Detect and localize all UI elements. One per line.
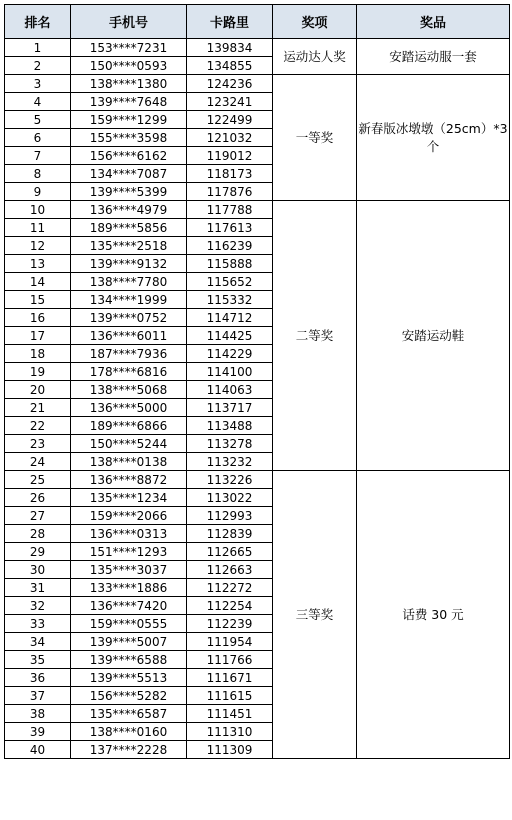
calories-cell: 112993 xyxy=(187,507,273,525)
rank-cell: 27 xyxy=(5,507,71,525)
calories-cell: 112239 xyxy=(187,615,273,633)
rank-cell: 38 xyxy=(5,705,71,723)
calories-cell: 116239 xyxy=(187,237,273,255)
calories-cell: 119012 xyxy=(187,147,273,165)
rank-cell: 12 xyxy=(5,237,71,255)
calories-cell: 117613 xyxy=(187,219,273,237)
calories-cell: 121032 xyxy=(187,129,273,147)
rank-cell: 9 xyxy=(5,183,71,201)
header-calories: 卡路里 xyxy=(187,5,273,39)
rank-cell: 10 xyxy=(5,201,71,219)
calories-cell: 113488 xyxy=(187,417,273,435)
phone-cell: 187****7936 xyxy=(71,345,187,363)
table-body xyxy=(5,39,510,759)
rank-cell: 35 xyxy=(5,651,71,669)
rank-cell: 21 xyxy=(5,399,71,417)
calories-cell: 113232 xyxy=(187,453,273,471)
phone-cell: 135****1234 xyxy=(71,489,187,507)
prize-cell: 安踏运动鞋 xyxy=(357,201,510,471)
table-row xyxy=(5,471,510,489)
calories-cell: 112839 xyxy=(187,525,273,543)
phone-cell: 189****5856 xyxy=(71,219,187,237)
rank-cell: 34 xyxy=(5,633,71,651)
phone-cell: 159****0555 xyxy=(71,615,187,633)
calories-cell: 114100 xyxy=(187,363,273,381)
calories-cell: 111309 xyxy=(187,741,273,759)
phone-cell: 139****5007 xyxy=(71,633,187,651)
rank-cell: 23 xyxy=(5,435,71,453)
phone-cell: 159****1299 xyxy=(71,111,187,129)
header-rank: 排名 xyxy=(5,5,71,39)
calories-cell: 111451 xyxy=(187,705,273,723)
phone-cell: 137****2228 xyxy=(71,741,187,759)
rank-cell: 1 xyxy=(5,39,71,57)
rank-cell: 26 xyxy=(5,489,71,507)
phone-cell: 189****6866 xyxy=(71,417,187,435)
phone-cell: 136****8872 xyxy=(71,471,187,489)
rank-cell: 37 xyxy=(5,687,71,705)
phone-cell: 134****1999 xyxy=(71,291,187,309)
calories-cell: 112254 xyxy=(187,597,273,615)
ranking-table xyxy=(4,4,510,759)
phone-cell: 138****0138 xyxy=(71,453,187,471)
calories-cell: 118173 xyxy=(187,165,273,183)
phone-cell: 159****2066 xyxy=(71,507,187,525)
calories-cell: 123241 xyxy=(187,93,273,111)
phone-cell: 135****2518 xyxy=(71,237,187,255)
phone-cell: 134****7087 xyxy=(71,165,187,183)
calories-cell: 114229 xyxy=(187,345,273,363)
phone-cell: 139****0752 xyxy=(71,309,187,327)
phone-cell: 153****7231 xyxy=(71,39,187,57)
rank-cell: 6 xyxy=(5,129,71,147)
prize-cell: 话费 30 元 xyxy=(357,471,510,759)
header-award: 奖项 xyxy=(273,5,357,39)
phone-cell: 136****5000 xyxy=(71,399,187,417)
calories-cell: 113278 xyxy=(187,435,273,453)
phone-cell: 156****5282 xyxy=(71,687,187,705)
ranking-table-container xyxy=(4,4,510,759)
rank-cell: 29 xyxy=(5,543,71,561)
phone-cell: 156****6162 xyxy=(71,147,187,165)
award-cell: 运动达人奖 xyxy=(273,39,357,75)
rank-cell: 31 xyxy=(5,579,71,597)
phone-cell: 138****0160 xyxy=(71,723,187,741)
rank-cell: 11 xyxy=(5,219,71,237)
calories-cell: 115332 xyxy=(187,291,273,309)
rank-cell: 4 xyxy=(5,93,71,111)
calories-cell: 113022 xyxy=(187,489,273,507)
calories-cell: 113226 xyxy=(187,471,273,489)
calories-cell: 111766 xyxy=(187,651,273,669)
rank-cell: 30 xyxy=(5,561,71,579)
phone-cell: 139****5513 xyxy=(71,669,187,687)
rank-cell: 32 xyxy=(5,597,71,615)
rank-cell: 28 xyxy=(5,525,71,543)
phone-cell: 139****9132 xyxy=(71,255,187,273)
phone-cell: 139****5399 xyxy=(71,183,187,201)
award-cell: 三等奖 xyxy=(273,471,357,759)
phone-cell: 150****0593 xyxy=(71,57,187,75)
calories-cell: 117876 xyxy=(187,183,273,201)
rank-cell: 18 xyxy=(5,345,71,363)
calories-cell: 111671 xyxy=(187,669,273,687)
calories-cell: 112665 xyxy=(187,543,273,561)
rank-cell: 5 xyxy=(5,111,71,129)
rank-cell: 2 xyxy=(5,57,71,75)
phone-cell: 136****6011 xyxy=(71,327,187,345)
phone-cell: 139****6588 xyxy=(71,651,187,669)
calories-cell: 139834 xyxy=(187,39,273,57)
header-phone: 手机号 xyxy=(71,5,187,39)
phone-cell: 138****1380 xyxy=(71,75,187,93)
calories-cell: 122499 xyxy=(187,111,273,129)
calories-cell: 134855 xyxy=(187,57,273,75)
rank-cell: 16 xyxy=(5,309,71,327)
phone-cell: 155****3598 xyxy=(71,129,187,147)
rank-cell: 19 xyxy=(5,363,71,381)
phone-cell: 136****4979 xyxy=(71,201,187,219)
rank-cell: 40 xyxy=(5,741,71,759)
calories-cell: 111954 xyxy=(187,633,273,651)
calories-cell: 115652 xyxy=(187,273,273,291)
rank-cell: 20 xyxy=(5,381,71,399)
calories-cell: 117788 xyxy=(187,201,273,219)
rank-cell: 14 xyxy=(5,273,71,291)
phone-cell: 133****1886 xyxy=(71,579,187,597)
rank-cell: 15 xyxy=(5,291,71,309)
phone-cell: 136****0313 xyxy=(71,525,187,543)
rank-cell: 33 xyxy=(5,615,71,633)
calories-cell: 114712 xyxy=(187,309,273,327)
rank-cell: 8 xyxy=(5,165,71,183)
table-header-row xyxy=(5,5,510,39)
phone-cell: 139****7648 xyxy=(71,93,187,111)
calories-cell: 112272 xyxy=(187,579,273,597)
rank-cell: 39 xyxy=(5,723,71,741)
table-row xyxy=(5,39,510,57)
rank-cell: 36 xyxy=(5,669,71,687)
rank-cell: 22 xyxy=(5,417,71,435)
phone-cell: 178****6816 xyxy=(71,363,187,381)
phone-cell: 151****1293 xyxy=(71,543,187,561)
calories-cell: 115888 xyxy=(187,255,273,273)
phone-cell: 138****7780 xyxy=(71,273,187,291)
phone-cell: 135****6587 xyxy=(71,705,187,723)
rank-cell: 7 xyxy=(5,147,71,165)
phone-cell: 135****3037 xyxy=(71,561,187,579)
phone-cell: 138****5068 xyxy=(71,381,187,399)
calories-cell: 124236 xyxy=(187,75,273,93)
calories-cell: 112663 xyxy=(187,561,273,579)
table-row xyxy=(5,201,510,219)
prize-cell: 新春版冰墩墩（25cm）*3 个 xyxy=(357,75,510,201)
calories-cell: 114425 xyxy=(187,327,273,345)
calories-cell: 114063 xyxy=(187,381,273,399)
rank-cell: 25 xyxy=(5,471,71,489)
table-row xyxy=(5,75,510,93)
rank-cell: 13 xyxy=(5,255,71,273)
calories-cell: 111615 xyxy=(187,687,273,705)
award-cell: 二等奖 xyxy=(273,201,357,471)
calories-cell: 111310 xyxy=(187,723,273,741)
phone-cell: 150****5244 xyxy=(71,435,187,453)
prize-cell: 安踏运动服一套 xyxy=(357,39,510,75)
calories-cell: 113717 xyxy=(187,399,273,417)
header-prize: 奖品 xyxy=(357,5,510,39)
award-cell: 一等奖 xyxy=(273,75,357,201)
rank-cell: 17 xyxy=(5,327,71,345)
rank-cell: 3 xyxy=(5,75,71,93)
phone-cell: 136****7420 xyxy=(71,597,187,615)
rank-cell: 24 xyxy=(5,453,71,471)
